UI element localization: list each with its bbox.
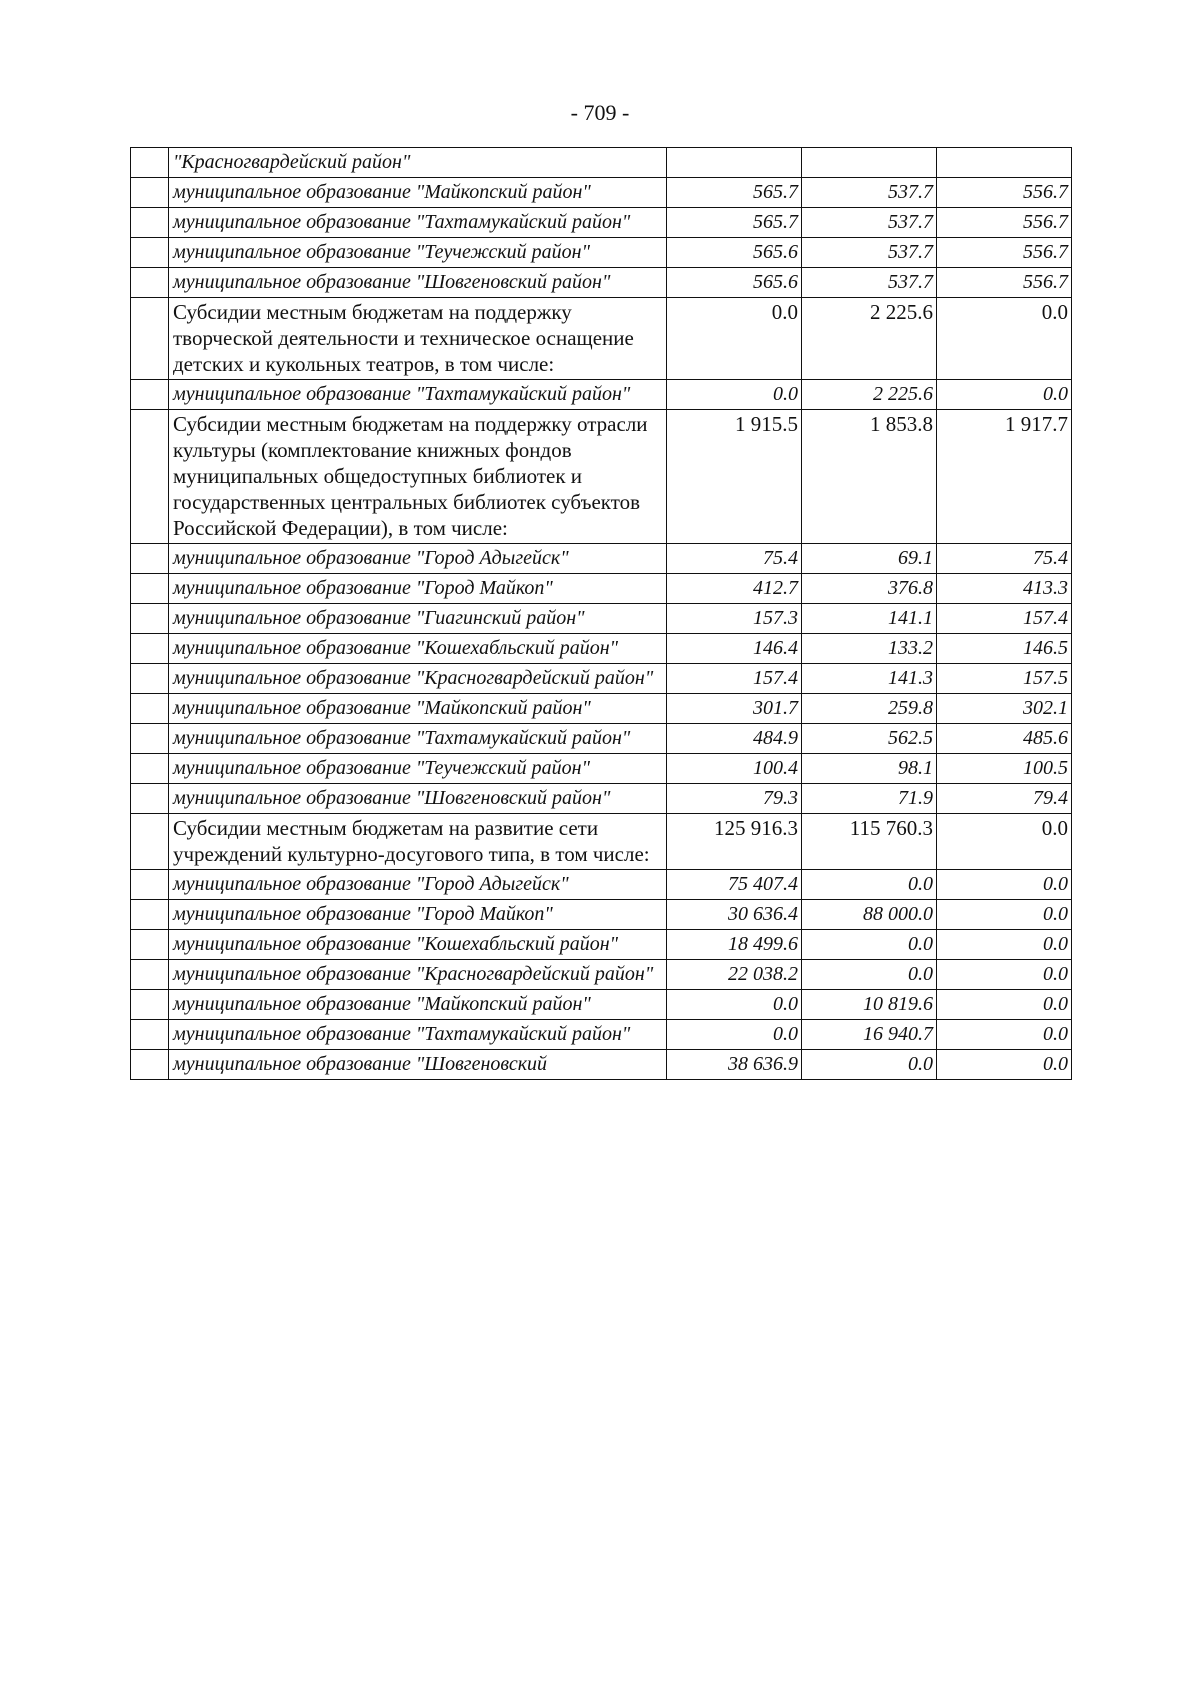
value-year-3-cell: 0.0 (937, 990, 1072, 1020)
row-index-cell (131, 574, 169, 604)
value-year-1-cell: 79.3 (667, 784, 802, 814)
budget-table-body (131, 148, 1072, 1080)
row-name-cell: муниципальное образование "Шовгеновский район" (169, 268, 667, 298)
row-index-cell (131, 1050, 169, 1080)
row-index-cell (131, 268, 169, 298)
value-year-2-cell: 141.1 (802, 604, 937, 634)
value-year-3-cell: 485.6 (937, 724, 1072, 754)
table-row-municipality (131, 664, 1072, 694)
value-year-3-cell: 146.5 (937, 634, 1072, 664)
value-year-1-cell: 75.4 (667, 544, 802, 574)
table-row-municipality (131, 754, 1072, 784)
value-year-2-cell: 537.7 (802, 268, 937, 298)
table-row-subsidy (131, 814, 1072, 870)
row-name-cell: Субсидии местным бюджетам на поддержку творческой деятельности и техническое оснащение детских и кукольных театров, в том числе: (169, 298, 667, 380)
row-index-cell (131, 298, 169, 380)
row-name-cell: "Красногвардейский район" (169, 148, 667, 178)
value-year-3-cell (937, 148, 1072, 178)
value-year-2-cell: 537.7 (802, 208, 937, 238)
value-year-3-cell: 0.0 (937, 1020, 1072, 1050)
value-year-3-cell: 0.0 (937, 960, 1072, 990)
row-name-cell: муниципальное образование "Майкопский район" (169, 694, 667, 724)
value-year-3-cell: 157.5 (937, 664, 1072, 694)
row-name-cell: муниципальное образование "Город Майкоп" (169, 900, 667, 930)
table-row-municipality (131, 634, 1072, 664)
row-name-cell: муниципальное образование "Красногвардейский район" (169, 664, 667, 694)
value-year-3-cell: 302.1 (937, 694, 1072, 724)
row-name-cell: муниципальное образование "Шовгеновский район" (169, 784, 667, 814)
table-row-municipality (131, 268, 1072, 298)
value-year-2-cell: 2 225.6 (802, 380, 937, 410)
value-year-2-cell: 2 225.6 (802, 298, 937, 380)
value-year-2-cell: 259.8 (802, 694, 937, 724)
value-year-3-cell: 556.7 (937, 208, 1072, 238)
value-year-2-cell: 71.9 (802, 784, 937, 814)
page-number: - 709 - (570, 100, 630, 125)
row-index-cell (131, 784, 169, 814)
value-year-3-cell: 79.4 (937, 784, 1072, 814)
table-row-municipality (131, 1050, 1072, 1080)
value-year-2-cell: 537.7 (802, 238, 937, 268)
value-year-2-cell: 0.0 (802, 960, 937, 990)
row-name-cell: муниципальное образование "Тахтамукайский район" (169, 380, 667, 410)
row-index-cell (131, 604, 169, 634)
value-year-1-cell: 0.0 (667, 298, 802, 380)
table-row-municipality (131, 784, 1072, 814)
table-row-municipality (131, 604, 1072, 634)
value-year-1-cell: 565.6 (667, 268, 802, 298)
row-name-cell: муниципальное образование "Кошехабльский район" (169, 930, 667, 960)
row-name-cell: муниципальное образование "Город Адыгейск" (169, 544, 667, 574)
table-row-municipality (131, 694, 1072, 724)
table-row-municipality (131, 574, 1072, 604)
table-row-municipality (131, 380, 1072, 410)
table-row-municipality (131, 990, 1072, 1020)
value-year-1-cell: 565.7 (667, 178, 802, 208)
table-row-municipality (131, 1020, 1072, 1050)
row-index-cell (131, 634, 169, 664)
value-year-1-cell: 1 915.5 (667, 410, 802, 544)
value-year-1-cell: 0.0 (667, 1020, 802, 1050)
value-year-3-cell: 0.0 (937, 870, 1072, 900)
value-year-2-cell: 0.0 (802, 930, 937, 960)
value-year-1-cell (667, 148, 802, 178)
row-name-cell: Субсидии местным бюджетам на развитие сети учреждений культурно-досугового типа, в том числе: (169, 814, 667, 870)
row-index-cell (131, 990, 169, 1020)
value-year-2-cell: 376.8 (802, 574, 937, 604)
row-index-cell (131, 380, 169, 410)
value-year-3-cell: 75.4 (937, 544, 1072, 574)
table-row-municipality (131, 900, 1072, 930)
value-year-3-cell: 0.0 (937, 814, 1072, 870)
value-year-1-cell: 157.3 (667, 604, 802, 634)
row-name-cell: муниципальное образование "Теучежский район" (169, 238, 667, 268)
value-year-2-cell: 0.0 (802, 870, 937, 900)
budget-table (130, 147, 1072, 1080)
row-name-cell: муниципальное образование "Тахтамукайский район" (169, 724, 667, 754)
value-year-3-cell: 0.0 (937, 298, 1072, 380)
value-year-3-cell: 556.7 (937, 238, 1072, 268)
row-index-cell (131, 664, 169, 694)
table-row-municipality (131, 178, 1072, 208)
value-year-1-cell: 100.4 (667, 754, 802, 784)
value-year-1-cell: 30 636.4 (667, 900, 802, 930)
table-row-municipality (131, 238, 1072, 268)
value-year-1-cell: 565.7 (667, 208, 802, 238)
row-index-cell (131, 1020, 169, 1050)
row-name-cell: муниципальное образование "Красногвардейский район" (169, 960, 667, 990)
value-year-1-cell: 157.4 (667, 664, 802, 694)
row-name-cell: муниципальное образование "Майкопский район" (169, 990, 667, 1020)
row-name-cell: муниципальное образование "Тахтамукайский район" (169, 208, 667, 238)
table-row-municipality (131, 544, 1072, 574)
value-year-3-cell: 0.0 (937, 1050, 1072, 1080)
row-index-cell (131, 930, 169, 960)
value-year-2-cell: 133.2 (802, 634, 937, 664)
row-name-cell: муниципальное образование "Тахтамукайский район" (169, 1020, 667, 1050)
row-index-cell (131, 814, 169, 870)
value-year-1-cell: 412.7 (667, 574, 802, 604)
table-row-municipality (131, 148, 1072, 178)
value-year-1-cell: 146.4 (667, 634, 802, 664)
value-year-1-cell: 75 407.4 (667, 870, 802, 900)
value-year-1-cell: 0.0 (667, 990, 802, 1020)
row-name-cell: муниципальное образование "Майкопский район" (169, 178, 667, 208)
table-row-municipality (131, 930, 1072, 960)
value-year-2-cell: 115 760.3 (802, 814, 937, 870)
row-name-cell: муниципальное образование "Город Майкоп" (169, 574, 667, 604)
table-row-municipality (131, 960, 1072, 990)
row-index-cell (131, 410, 169, 544)
value-year-3-cell: 413.3 (937, 574, 1072, 604)
value-year-2-cell: 1 853.8 (802, 410, 937, 544)
row-name-cell: муниципальное образование "Кошехабльский район" (169, 634, 667, 664)
value-year-1-cell: 125 916.3 (667, 814, 802, 870)
row-name-cell: муниципальное образование "Гиагинский район" (169, 604, 667, 634)
value-year-3-cell: 0.0 (937, 930, 1072, 960)
value-year-3-cell: 1 917.7 (937, 410, 1072, 544)
value-year-2-cell: 16 940.7 (802, 1020, 937, 1050)
value-year-3-cell: 556.7 (937, 268, 1072, 298)
value-year-1-cell: 18 499.6 (667, 930, 802, 960)
value-year-2-cell: 562.5 (802, 724, 937, 754)
table-row-municipality (131, 870, 1072, 900)
row-index-cell (131, 694, 169, 724)
row-index-cell (131, 544, 169, 574)
row-index-cell (131, 870, 169, 900)
table-row-municipality (131, 208, 1072, 238)
value-year-2-cell: 537.7 (802, 178, 937, 208)
row-name-cell: муниципальное образование "Шовгеновский (169, 1050, 667, 1080)
row-name-cell: муниципальное образование "Теучежский район" (169, 754, 667, 784)
row-index-cell (131, 724, 169, 754)
value-year-2-cell: 0.0 (802, 1050, 937, 1080)
table-row-municipality (131, 724, 1072, 754)
value-year-3-cell: 100.5 (937, 754, 1072, 784)
row-index-cell (131, 754, 169, 784)
value-year-1-cell: 22 038.2 (667, 960, 802, 990)
row-index-cell (131, 238, 169, 268)
row-index-cell (131, 178, 169, 208)
value-year-1-cell: 484.9 (667, 724, 802, 754)
value-year-3-cell: 157.4 (937, 604, 1072, 634)
value-year-2-cell: 88 000.0 (802, 900, 937, 930)
value-year-3-cell: 0.0 (937, 900, 1072, 930)
row-index-cell (131, 900, 169, 930)
value-year-2-cell (802, 148, 937, 178)
value-year-2-cell: 10 819.6 (802, 990, 937, 1020)
value-year-1-cell: 301.7 (667, 694, 802, 724)
value-year-3-cell: 0.0 (937, 380, 1072, 410)
row-index-cell (131, 148, 169, 178)
row-index-cell (131, 208, 169, 238)
row-name-cell: Субсидии местным бюджетам на поддержку отрасли культуры (комплектование книжных фондов муниципальных общедоступных библиотек и государственных центральных библиотек субъектов Российской Федерации), в том числе: (169, 410, 667, 544)
table-row-subsidy (131, 298, 1072, 380)
value-year-2-cell: 69.1 (802, 544, 937, 574)
row-index-cell (131, 960, 169, 990)
row-name-cell: муниципальное образование "Город Адыгейск" (169, 870, 667, 900)
value-year-1-cell: 38 636.9 (667, 1050, 802, 1080)
value-year-1-cell: 0.0 (667, 380, 802, 410)
value-year-2-cell: 141.3 (802, 664, 937, 694)
value-year-2-cell: 98.1 (802, 754, 937, 784)
table-row-subsidy (131, 410, 1072, 544)
value-year-3-cell: 556.7 (937, 178, 1072, 208)
value-year-1-cell: 565.6 (667, 238, 802, 268)
